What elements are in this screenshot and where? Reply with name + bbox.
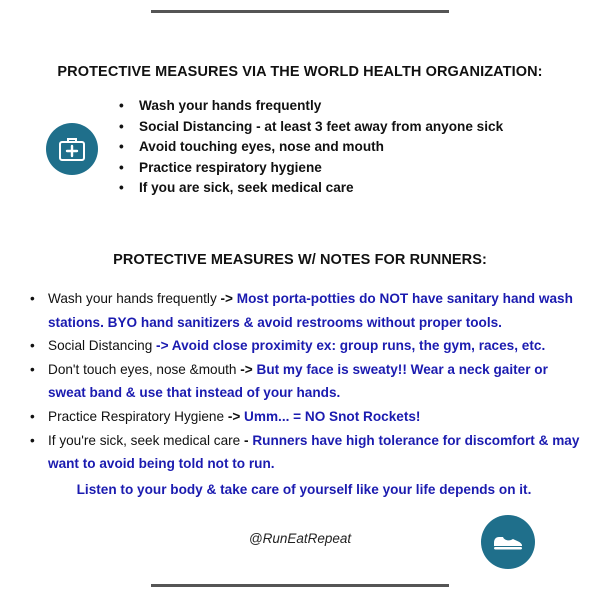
list-item [28,405,580,429]
list-item: • Wash your hands frequently [117,96,503,117]
social-handle: @RunEatRepeat [248,531,352,546]
runner-note: Most porta-potties do NOT have sanitary hand wash stations. BYO hand sanitizers & avoid restrooms without proper tools. [48,291,573,330]
bottom-divider [151,584,449,587]
runner-measures-list [28,287,580,476]
arrow: - [244,432,249,448]
measure-text: Practice Respiratory Hygiene [48,408,228,424]
who-measures-title: PROTECTIVE MEASURES VIA THE WORLD HEALTH ORGANIZATION: [57,64,543,80]
list-item: • If you are sick, seek medical care [117,178,503,199]
list-item [28,358,580,405]
list-item: • Social Distancing - at least 3 feet away from anyone sick [117,117,503,138]
arrow: -> [227,408,241,424]
list-item: • Avoid touching eyes, nose and mouth [117,137,503,158]
runner-note: Runners have high tolerance for discomfort & may want to avoid being told not to run. [48,432,580,472]
list-item [28,429,580,476]
measure-text: Social Distancing [48,338,157,354]
measure-text: If you're sick, seek medical care [48,432,245,448]
first-aid-kit-icon [46,123,98,175]
arrow: -> [156,338,169,354]
runner-measures-title: PROTECTIVE MEASURES W/ NOTES FOR RUNNERS: [113,252,487,268]
top-divider [151,10,449,13]
list-item [28,334,580,358]
closing-note: Listen to your body & take care of yourself like your life depends on it. [76,482,532,497]
list-item [28,287,580,334]
arrow: -> [240,361,253,377]
running-shoe-icon [481,515,535,569]
arrow: -> [220,291,233,306]
runner-note: Umm... = NO Snot Rockets! [240,408,421,424]
list-item: • Practice respiratory hygiene [117,158,503,179]
runner-note: Avoid close proximity ex: group runs, the gym, races, etc. [168,338,546,354]
measure-text: Wash your hands frequently [48,291,221,306]
who-measures-list [117,96,503,199]
runner-note: But my face is sweaty!! Wear a neck gaiter or sweat band & use that instead of your hands. [48,361,548,401]
measure-text: Don't touch eyes, nose &mouth [48,361,241,377]
